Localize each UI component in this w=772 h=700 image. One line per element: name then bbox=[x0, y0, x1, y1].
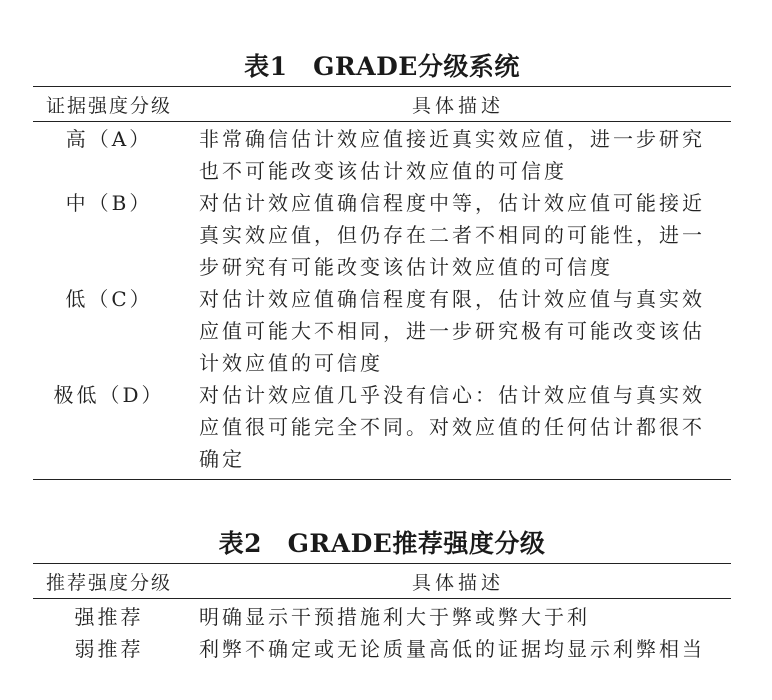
level-cell: 高（A） bbox=[65, 127, 153, 151]
desc-line: 对估计效应值确信程度有限，估计效应值与真实效 bbox=[199, 287, 705, 311]
desc-line: 计效应值的可信度 bbox=[199, 351, 383, 375]
level-cell: 强推荐 bbox=[74, 605, 144, 629]
table1-header-level: 证据强度分级 bbox=[45, 94, 172, 117]
table1-bottom-rule bbox=[33, 479, 731, 480]
description-cell bbox=[185, 379, 731, 475]
description-cell bbox=[185, 123, 731, 187]
desc-line: 真实效应值，但仍存在二者不相同的可能性，进一 bbox=[199, 223, 705, 247]
desc-line: 对估计效应值几乎没有信心：估计效应值与真实效 bbox=[199, 383, 705, 407]
table2-header bbox=[33, 564, 731, 598]
desc-line: 应值很可能完全不同。对效应值的任何估计都很不 bbox=[199, 415, 705, 439]
table2-header-desc: 具体描述 bbox=[411, 571, 504, 594]
level-cell: 低（C） bbox=[65, 287, 153, 311]
table1-header-desc: 具体描述 bbox=[411, 94, 504, 117]
desc-line: 也不可能改变该估计效应值的可信度 bbox=[199, 159, 567, 183]
recommendation-strength-table bbox=[33, 525, 731, 665]
desc-line: 利弊不确定或无论质量高低的证据均显示利弊相当 bbox=[199, 637, 705, 661]
desc-line: 确定 bbox=[199, 447, 245, 471]
table-row bbox=[33, 633, 731, 665]
table-row bbox=[33, 379, 731, 475]
level-cell: 极低（D） bbox=[53, 383, 165, 407]
desc-line: 非常确信估计效应值接近真实效应值，进一步研究 bbox=[199, 127, 705, 151]
table2-header-rule bbox=[33, 598, 731, 599]
level-cell: 中（B） bbox=[65, 191, 153, 215]
table1-header-rule bbox=[33, 121, 731, 122]
table-row bbox=[33, 123, 731, 187]
desc-line: 对估计效应值确信程度中等，估计效应值可能接近 bbox=[199, 191, 705, 215]
description-cell bbox=[185, 187, 731, 283]
desc-line: 应值可能大不相同，进一步研究极有可能改变该估 bbox=[199, 319, 705, 343]
description-cell bbox=[185, 283, 731, 379]
description-cell bbox=[185, 633, 731, 665]
desc-line: 明确显示干预措施利大于弊或弊大于利 bbox=[199, 605, 590, 629]
table2-title: 表2 GRADE推荐强度分级 bbox=[218, 529, 546, 558]
level-cell: 弱推荐 bbox=[74, 637, 144, 661]
table2-header-level: 推荐强度分级 bbox=[45, 571, 172, 594]
table1-header bbox=[33, 87, 731, 121]
description-cell bbox=[185, 601, 731, 633]
table-row bbox=[33, 187, 731, 283]
grade-system-table bbox=[33, 48, 731, 480]
table-row bbox=[33, 283, 731, 379]
table1-title: 表1 GRADE分级系统 bbox=[244, 52, 520, 81]
table-row bbox=[33, 601, 731, 633]
desc-line: 步研究有可能改变该估计效应值的可信度 bbox=[199, 255, 613, 279]
